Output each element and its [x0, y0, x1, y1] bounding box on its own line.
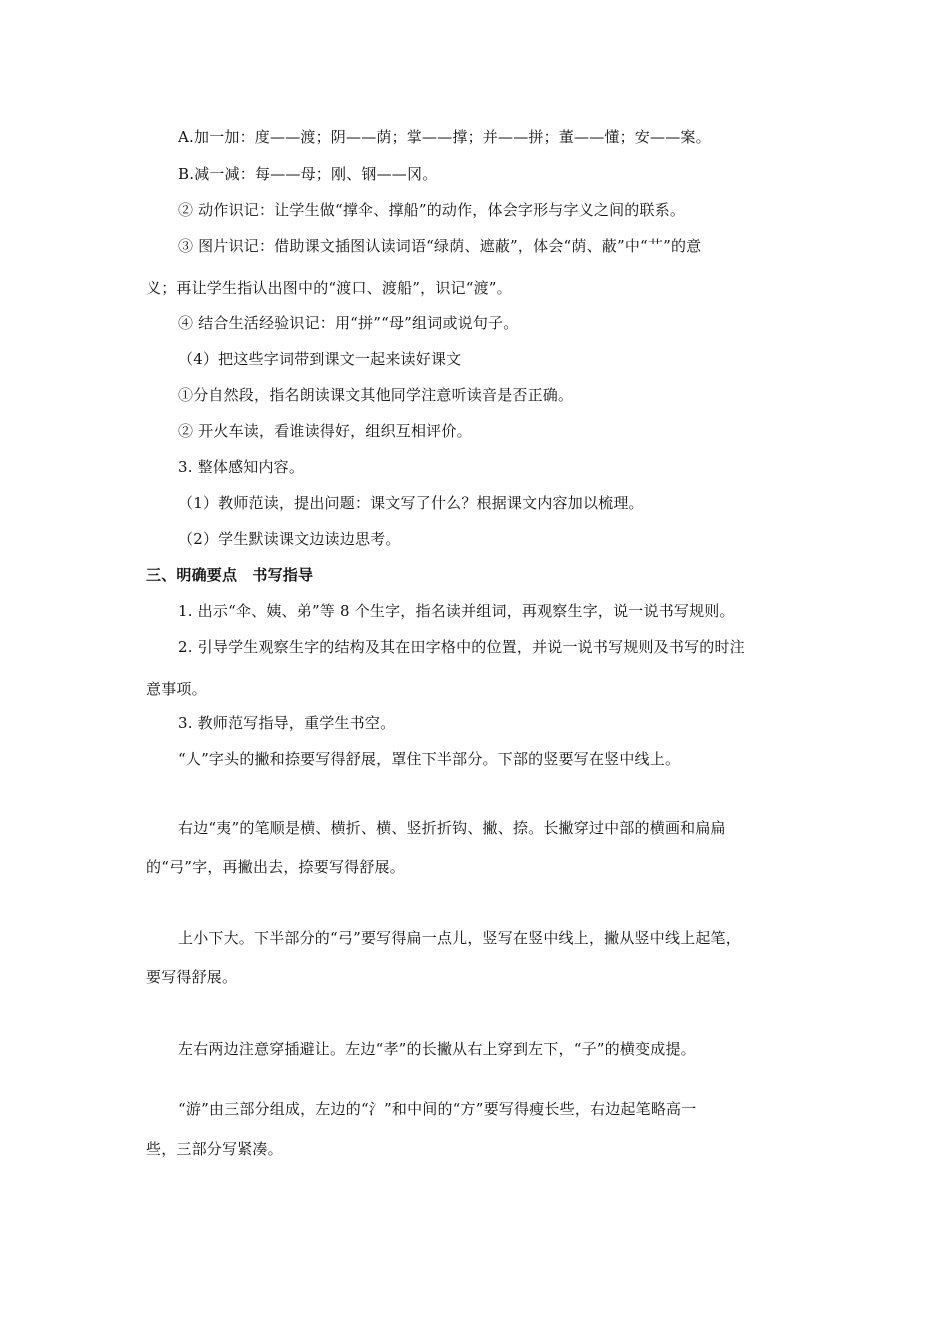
text-line: ④ 结合生活经验识记：用“拼”“母”组词或说句子。 [178, 314, 519, 332]
text-line: 意事项。 [146, 680, 207, 698]
text-line: ①分自然段，指名朗读课文其他同学注意听读音是否正确。 [178, 386, 574, 404]
text-line: 右边“夷”的笔顺是横、横折、横、竖折折钩、撇、捺。长撇穿过中部的横画和扁扁 [178, 819, 726, 837]
text-line: A.加一加：度——渡；阴——荫；掌——撑；并——拼；董——懂；安——案。 [178, 128, 711, 146]
text-line: ② 动作识记：让学生做“撑伞、撑船”的动作，体会字形与字义之间的联系。 [178, 201, 686, 219]
text-line: “人”字头的撇和捺要写得舒展，罩住下半部分。下部的竖要写在竖中线上。 [178, 750, 681, 768]
text-line: 左右两边注意穿插避让。左边“孝”的长撇从右上穿到左下，“子”的横变成提。 [178, 1040, 696, 1058]
text-line: （1）教师范读，提出问题：课文写了什么？根据课文内容加以梳理。 [178, 494, 644, 512]
text-line: 些，三部分写紧凑。 [146, 1140, 283, 1158]
text-line: 1. 出示“伞、姨、弟”等 8 个生字，指名读并组词，再观察生字，说一说书写规则。 [178, 602, 735, 620]
text-line: ③ 图片识记：借助课文插图认读词语“绿荫、遮蔽”，体会“荫、蔽”中“艹”的意 [178, 237, 702, 255]
section-heading: 三、明确要点 书写指导 [146, 566, 314, 584]
text-line: 上小下大。下半部分的“弓”要写得扁一点儿，竖写在竖中线上，撇从竖中线上起笔， [178, 929, 741, 947]
text-line: 义；再让学生指认出图中的“渡口、渡船”，识记“渡”。 [146, 279, 512, 297]
text-line: 的“弓”字，再撇出去，捺要写得舒展。 [146, 858, 405, 876]
text-line: 3. 整体感知内容。 [178, 458, 305, 476]
text-line: 2. 引导学生观察生字的结构及其在田字格中的位置，并说一说书写规则及书写的时注 [178, 638, 745, 656]
text-line: 3. 教师范写指导，重学生书空。 [178, 714, 396, 732]
text-line: ② 开火车读，看谁读得好，组织互相评价。 [178, 422, 472, 440]
text-line: 要写得舒展。 [146, 968, 238, 986]
text-line: “游”由三部分组成，左边的“氵”和中间的“方”要写得瘦长些，右边起笔略高一 [178, 1100, 697, 1118]
text-line: B.减一减：每——母；刚、钢——冈。 [178, 165, 438, 183]
text-line: （2）学生默读课文边读边思考。 [178, 530, 401, 548]
text-line: （4）把这些字词带到课文一起来读好课文 [178, 350, 462, 368]
